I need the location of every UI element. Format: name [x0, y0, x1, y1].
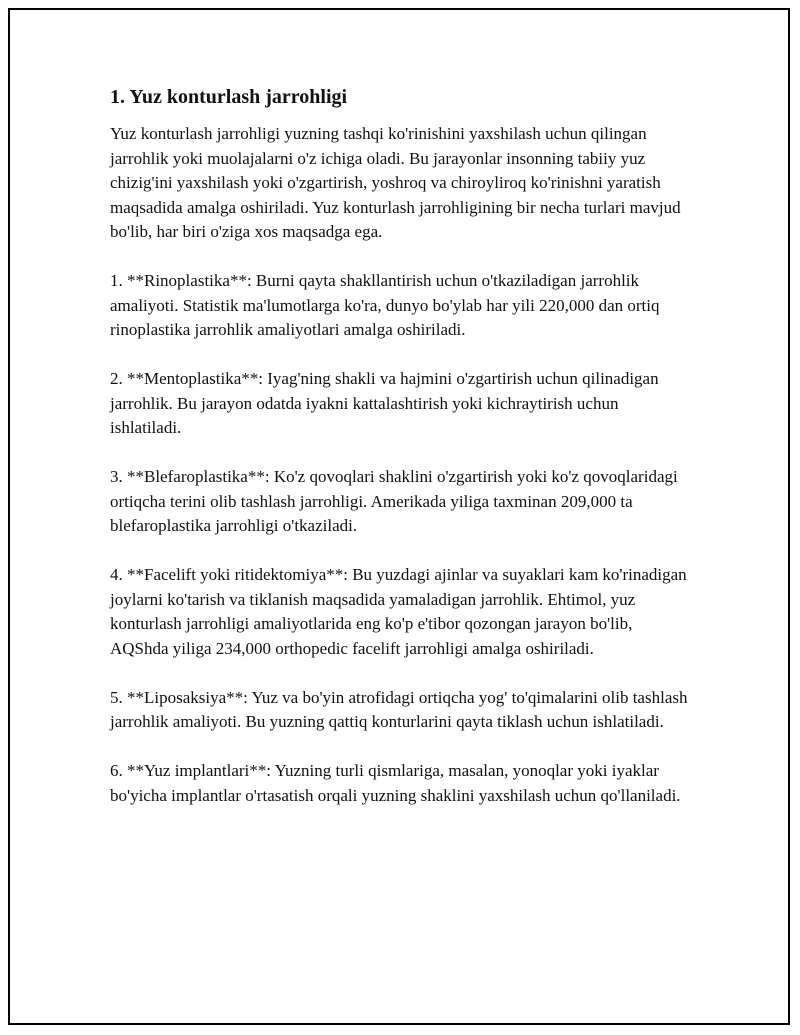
document-body — [110, 84, 690, 833]
list-item-facelift: 4. **Facelift yoki ritidektomiya**: Bu yuzdagi ajinlar va suyaklari kam ko'rinadigan joylarni ko'tarish va tiklanish maqsadida yamaladigan jarrohlik. Ehtimol, yuz konturlash jarrohligi amaliyotlarida eng ko'p e'tibor qozongan jarayon bo'lib, AQShda yiliga 234,000 orthopedic facelift jarrohligi amalga oshiriladi. — [110, 565, 687, 658]
list-item-liposaksiya: 5. **Liposaksiya**: Yuz va bo'yin atrofidagi ortiqcha yog' to'qimalarini olib tashlash jarrohlik amaliyoti. Bu yuzning qattiq konturlarini qayta tiklash uchun ishlatiladi. — [110, 687, 688, 731]
list-item-yuz-implantlari: 6. **Yuz implantlari**: Yuzning turli qismlariga, masalan, yonoqlar yoki iyaklar bo'yicha implantlar o'rtasatish orqali yuzning shaklini yaxshilash uchun qo'llaniladi. — [110, 761, 681, 805]
intro-paragraph: Yuz konturlash jarrohligi yuzning tashqi ko'rinishini yaxshilash uchun qilingan jarrohlik yoki muolajalarni o'z ichiga oladi. Bu jarayonlar insonning tabiiy yuz chizig'ini yaxshilash yoki o'zgartirish, yoshroq va chiroyliroq ko'rinishni yaratish maqsadida amalga oshiriladi. Yuz konturlash jarrohligining bir necha turlari mavjud bo'lib, har biri o'ziga xos maqsadga ega. — [110, 124, 681, 241]
list-item-mentoplastika: 2. **Mentoplastika**: Iyag'ning shakli va hajmini o'zgartirish uchun qilinadigan jarrohlik. Bu jarayon odatda iyakni kattalashtirish yoki kichraytirish uchun ishlatiladi. — [110, 369, 659, 437]
list-item-blefaroplastika: 3. **Blefaroplastika**: Ko'z qovoqlari shaklini o'zgartirish yoki ko'z qovoqlaridagi ortiqcha terini olib tashlash jarrohligi. Amerikada yiliga taxminan 209,000 ta blefaroplastika jarrohligi o'tkaziladi. — [110, 467, 678, 535]
list-item-rinoplastika: 1. **Rinoplastika**: Burni qayta shakllantirish uchun o'tkaziladigan jarrohlik amaliyoti. Statistik ma'lumotlarga ko'ra, dunyo bo'ylab har yili 220,000 dan ortiq rinoplastika jarrohlik amaliyotlari amalga oshiriladi. — [110, 271, 660, 339]
document-title: 1. Yuz konturlash jarrohligi — [110, 86, 348, 108]
